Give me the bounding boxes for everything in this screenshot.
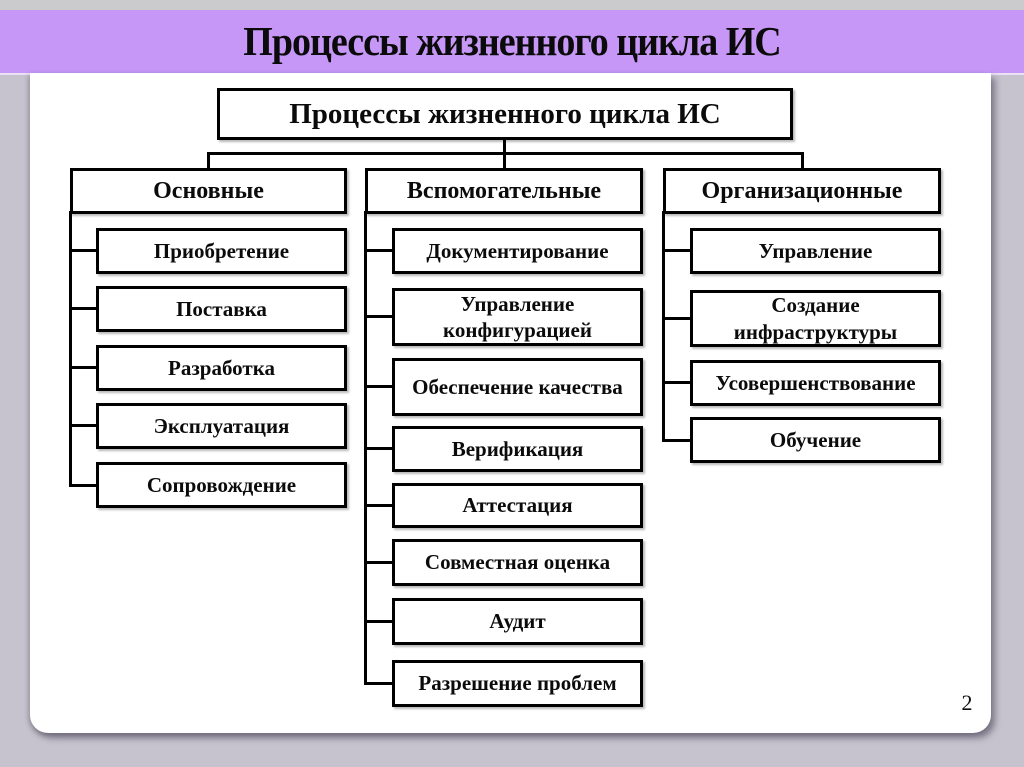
node-improvement: Усовершенствование <box>690 360 941 406</box>
connector-line <box>364 504 392 507</box>
page-number: 2 <box>961 690 973 715</box>
slide-title-banner <box>0 10 1024 75</box>
window-top-strip <box>0 0 1024 10</box>
node-supply: Поставка <box>96 286 347 332</box>
header-organizational-processes: Организационные <box>663 168 941 214</box>
connector-line <box>364 447 392 450</box>
connector-line <box>662 249 690 252</box>
connector-line <box>801 152 804 168</box>
connector-line <box>69 366 96 369</box>
node-operation: Эксплуатация <box>96 403 347 449</box>
node-maintenance: Сопровождение <box>96 462 347 508</box>
node-acquisition: Приобретение <box>96 228 347 274</box>
header-supporting-processes: Вспомогательные <box>365 168 643 214</box>
node-management: Управление <box>690 228 941 274</box>
connector-line <box>662 439 690 442</box>
connector-line <box>503 152 506 168</box>
connector-line <box>69 424 96 427</box>
node-problem-resolution: Разрешение проблем <box>392 660 643 707</box>
node-configuration-management: Управление конфигурацией <box>392 288 643 346</box>
connector-line <box>662 211 665 442</box>
node-infrastructure-creation: Создание инфраструктуры <box>690 290 941 347</box>
node-documentation: Документирование <box>392 228 643 274</box>
node-development: Разработка <box>96 345 347 391</box>
connector-line <box>364 682 392 685</box>
node-audit: Аудит <box>392 598 643 645</box>
slide-title: Процессы жизненного цикла ИС <box>243 18 781 65</box>
connector-line <box>69 484 96 487</box>
connector-line <box>662 317 690 320</box>
node-joint-review: Совместная оценка <box>392 539 643 586</box>
connector-line <box>364 620 392 623</box>
connector-line <box>364 385 392 388</box>
connector-line <box>662 381 690 384</box>
header-main-processes: Основные <box>70 168 347 214</box>
connector-line <box>364 315 392 318</box>
node-attestation: Аттестация <box>392 483 643 528</box>
node-training: Обучение <box>690 417 941 463</box>
node-quality-assurance: Обеспечение качества <box>392 358 643 416</box>
node-verification: Верификация <box>392 426 643 472</box>
connector-line <box>69 249 96 252</box>
connector-line <box>364 561 392 564</box>
connector-line <box>207 152 210 168</box>
connector-line <box>69 211 72 487</box>
root-node: Процессы жизненного цикла ИС <box>217 88 793 140</box>
connector-line <box>69 307 96 310</box>
connector-line <box>364 249 392 252</box>
